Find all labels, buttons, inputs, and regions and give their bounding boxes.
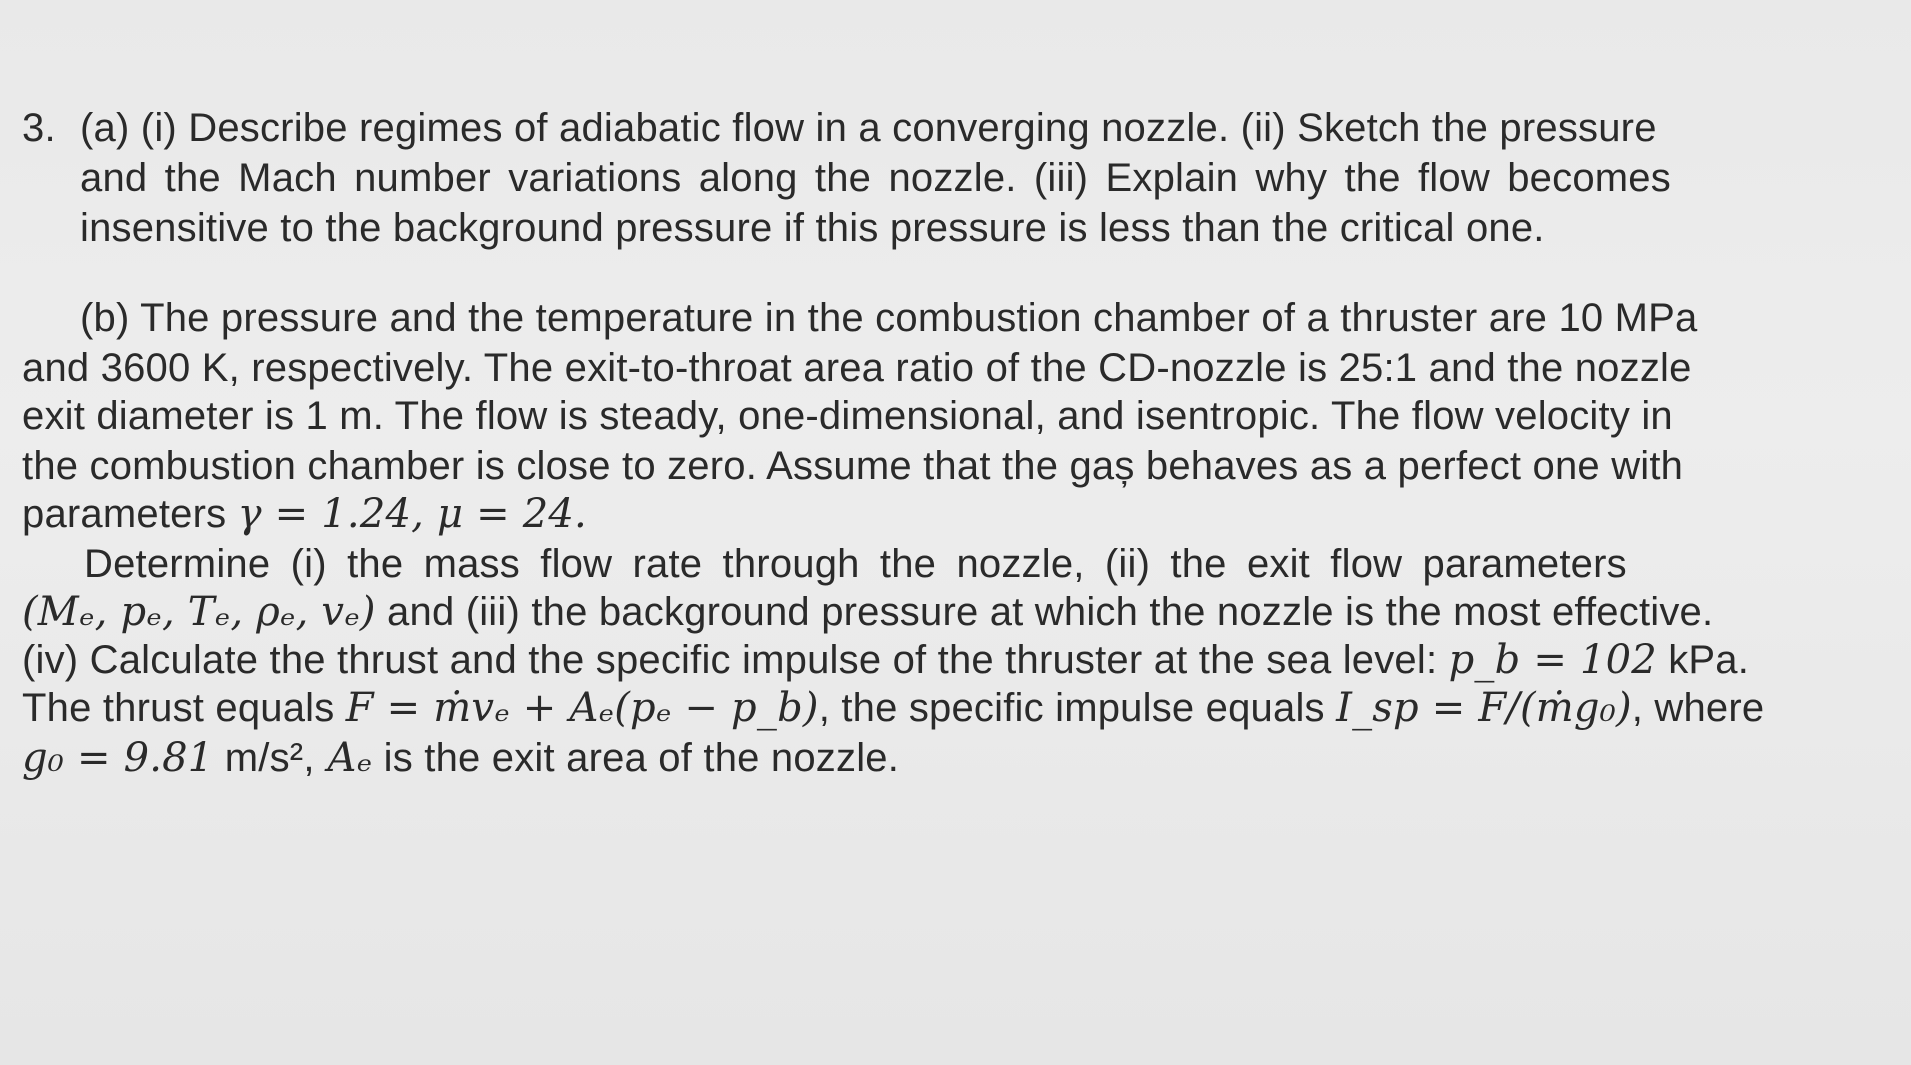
exit-area-text: is the exit area of the nozzle. — [372, 736, 900, 780]
part-b-line-10 — [22, 734, 899, 782]
thrust-question-text: (iv) Calculate the thrust and the specific impulse of the thruster at the sea level: — [22, 638, 1449, 682]
part-a-line-2: and the Mach number variations along the nozzle. (iii) Explain why the flow becomes — [80, 156, 1671, 200]
exit-parameters-text: and (iii) the background pressure at which the nozzle is the most effective. — [375, 590, 1714, 634]
impulse-text: , the specific impulse equals — [818, 686, 1337, 730]
question-number: 3. — [22, 106, 56, 150]
parameters-label: parameters — [22, 492, 238, 536]
specific-impulse-formula: I_sp = F/(ṁg₀) — [1336, 685, 1632, 731]
part-b-line-6: Determine (i) the mass flow rate through the nozzle, (ii) the exit flow parameters — [84, 542, 1627, 586]
sea-level-pressure-formula: p_b = 102 — [1448, 637, 1657, 683]
part-b-line-1: (b) The pressure and the temperature in the combustion chamber of a thruster are 10 MPa — [80, 296, 1698, 340]
gravity-unit: m/s², — [213, 736, 315, 780]
gravity-formula: g₀ = 9.81 — [22, 735, 214, 781]
gas-parameters-formula: γ = 1.24, μ = 24. — [237, 491, 587, 537]
part-b-line-4: the combustion chamber is close to zero. Assume that the gaș behaves as a perfect one with — [22, 444, 1684, 488]
part-b-line-3: exit diameter is 1 m. The flow is steady, one-dimensional, and isentropic. The flow velocity in — [22, 394, 1673, 438]
part-b-line-7 — [22, 588, 1713, 636]
exit-area-symbol: Aₑ — [314, 735, 373, 781]
thrust-formula: F = ṁvₑ + Aₑ(pₑ − p_b) — [345, 685, 819, 731]
part-b-line-5 — [22, 490, 587, 538]
part-b-line-9 — [22, 684, 1764, 732]
part-a-line-3: insensitive to the background pressure if this pressure is less than the critical one. — [80, 206, 1545, 250]
part-b-line-8 — [22, 636, 1749, 684]
sea-level-pressure-unit: kPa. — [1656, 638, 1750, 682]
thrust-text: The thrust equals — [22, 686, 346, 730]
where-text: , where — [1631, 686, 1765, 730]
part-a-line-1: (a) (i) Describe regimes of adiabatic flow in a converging nozzle. (ii) Sketch the pressure — [80, 106, 1657, 150]
exit-parameters-formula: (Mₑ, pₑ, Tₑ, ρₑ, vₑ) — [22, 589, 376, 635]
part-b-line-2: and 3600 K, respectively. The exit-to-throat area ratio of the CD-nozzle is 25:1 and the nozzle — [22, 346, 1692, 390]
